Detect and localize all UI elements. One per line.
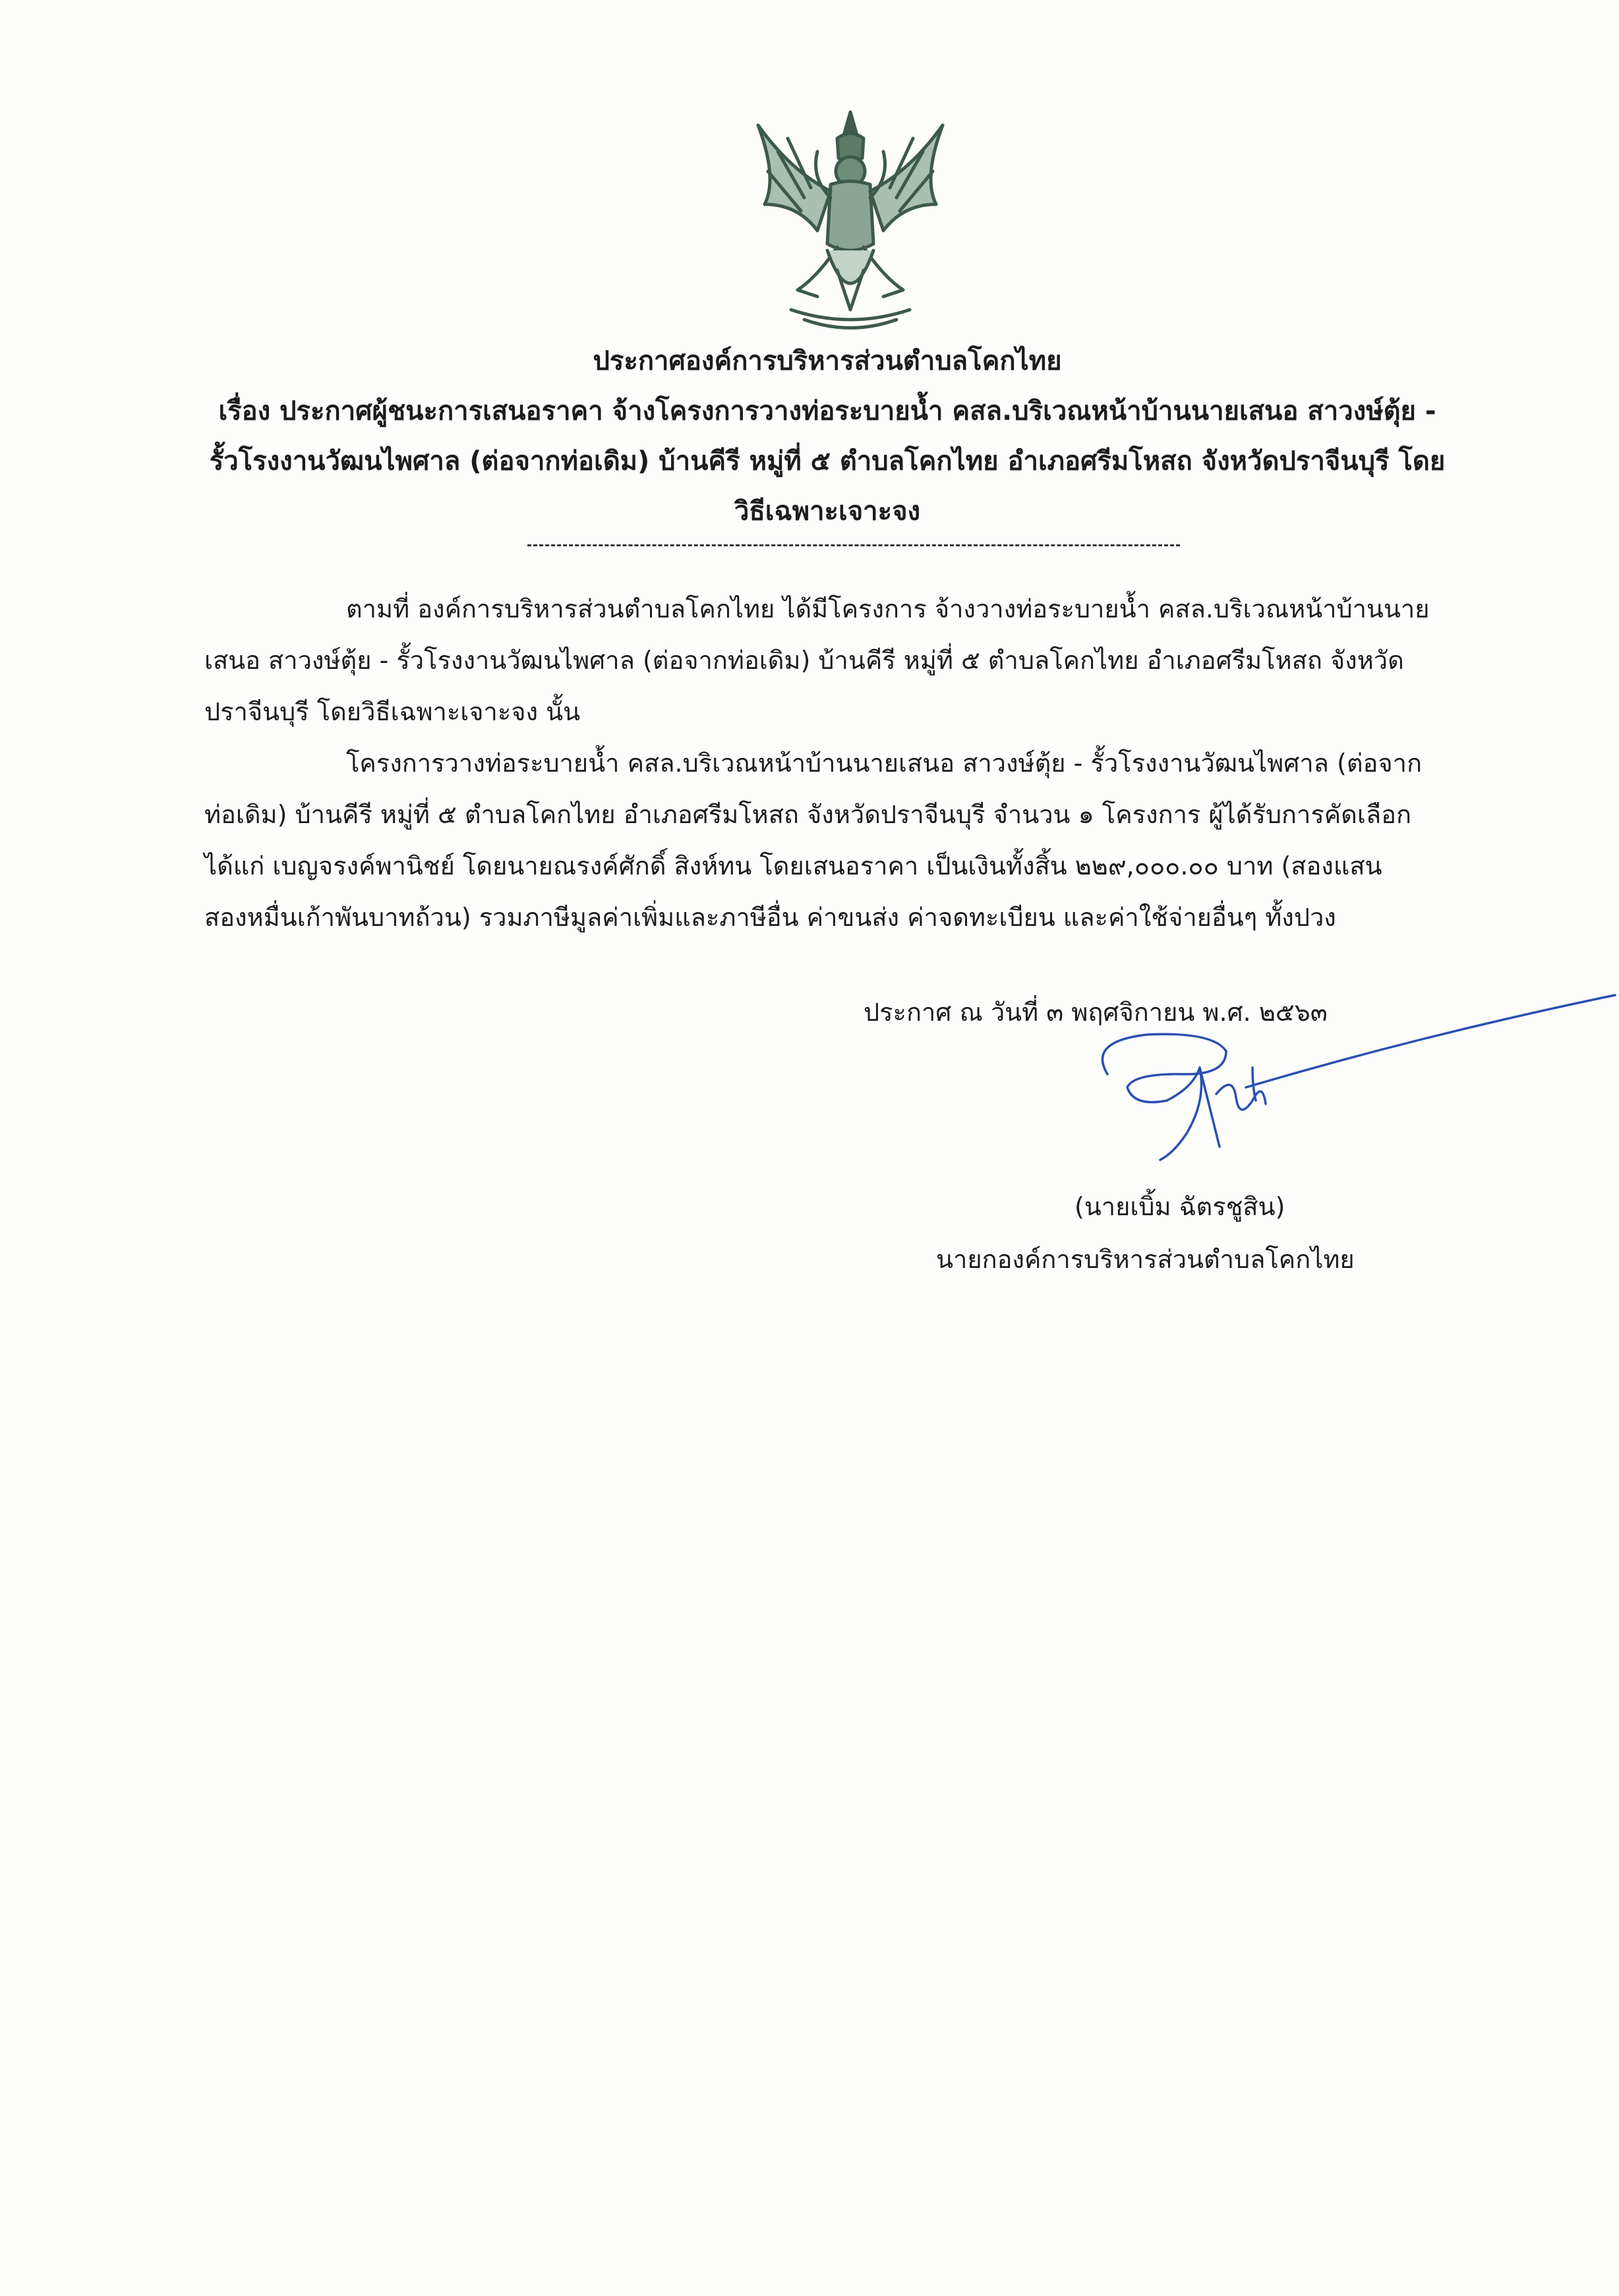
paragraph-1-line-3: ปราจีนบุรี โดยวิธีเฉพาะเจาะจง นั้น bbox=[204, 697, 581, 726]
garuda-emblem-icon bbox=[738, 99, 962, 336]
announcement-subject-line-1: เรื่อง ประกาศผู้ชนะการเสนอราคา จ้างโครงการวางท่อระบายน้ำ คสล.บริเวณหน้าบ้านนายเสนอ สาวงษ์ตุ้ย - bbox=[218, 396, 1436, 426]
announcement-date: ประกาศ ณ วันที่ ๓ พฤศจิกายน พ.ศ. ๒๕๖๓ bbox=[864, 998, 1328, 1027]
paragraph-2-line-2: ท่อเดิม) บ้านคีรี หมู่ที่ ๕ ตำบลโคกไทย อำเภอศรีมโหสถ จังหวัดปราจีนบุรี จำนวน ๑ โครงการ ผู้ได้รับการคัดเลือก bbox=[204, 800, 1411, 829]
announcement-subject-line-3: วิธีเฉพาะเจาะจง bbox=[734, 496, 921, 527]
handwritten-signature-icon bbox=[1094, 989, 1619, 1186]
signer-title: นายกองค์การบริหารส่วนตำบลโคกไทย bbox=[936, 1245, 1355, 1274]
signer-name: (นายเบิ้ม ฉัตรชูสิน) bbox=[1074, 1192, 1285, 1221]
heading-separator bbox=[527, 544, 1180, 546]
announcement-organization: ประกาศองค์การบริหารส่วนตำบลโคกไทย bbox=[593, 346, 1062, 376]
paragraph-2-line-4: สองหมื่นเก้าพันบาทถ้วน) รวมภาษีมูลค่าเพิ่มและภาษีอื่น ค่าขนส่ง ค่าจดทะเบียน และค่าใช้จ่ายอื่นๆ ทั้งปวง bbox=[204, 903, 1336, 932]
announcement-subject-line-2: รั้วโรงงานวัฒนไพศาล (ต่อจากท่อเดิม) บ้านคีรี หมู่ที่ ๕ ตำบลโคกไทย อำเภอศรีมโหสถ จังหวัดปราจีนบุรี โดย bbox=[209, 446, 1446, 476]
paragraph-1-line-1: ตามที่ องค์การบริหารส่วนตำบลโคกไทย ได้มีโครงการ จ้างวางท่อระบายน้ำ คสล.บริเวณหน้าบ้านนาย bbox=[346, 594, 1430, 623]
paragraph-1-line-2: เสนอ สาวงษ์ตุ้ย - รั้วโรงงานวัฒนไพศาล (ต่อจากท่อเดิม) บ้านคีรี หมู่ที่ ๕ ตำบลโคกไทย อำเภอศรีมโหสถ จังหวัด bbox=[204, 646, 1404, 675]
paragraph-2-line-1: โครงการวางท่อระบายน้ำ คสล.บริเวณหน้าบ้านนายเสนอ สาวงษ์ตุ้ย - รั้วโรงงานวัฒนไพศาล (ต่อจาก bbox=[346, 749, 1422, 778]
paragraph-2-line-3: ได้แก่ เบญจรงค์พานิชย์ โดยนายณรงค์ศักดิ์ สิงห์ทน โดยเสนอราคา เป็นเงินทั้งสิ้น ๒๒๙,๐๐๐.๐๐ บาท (สองแสน bbox=[204, 851, 1382, 880]
